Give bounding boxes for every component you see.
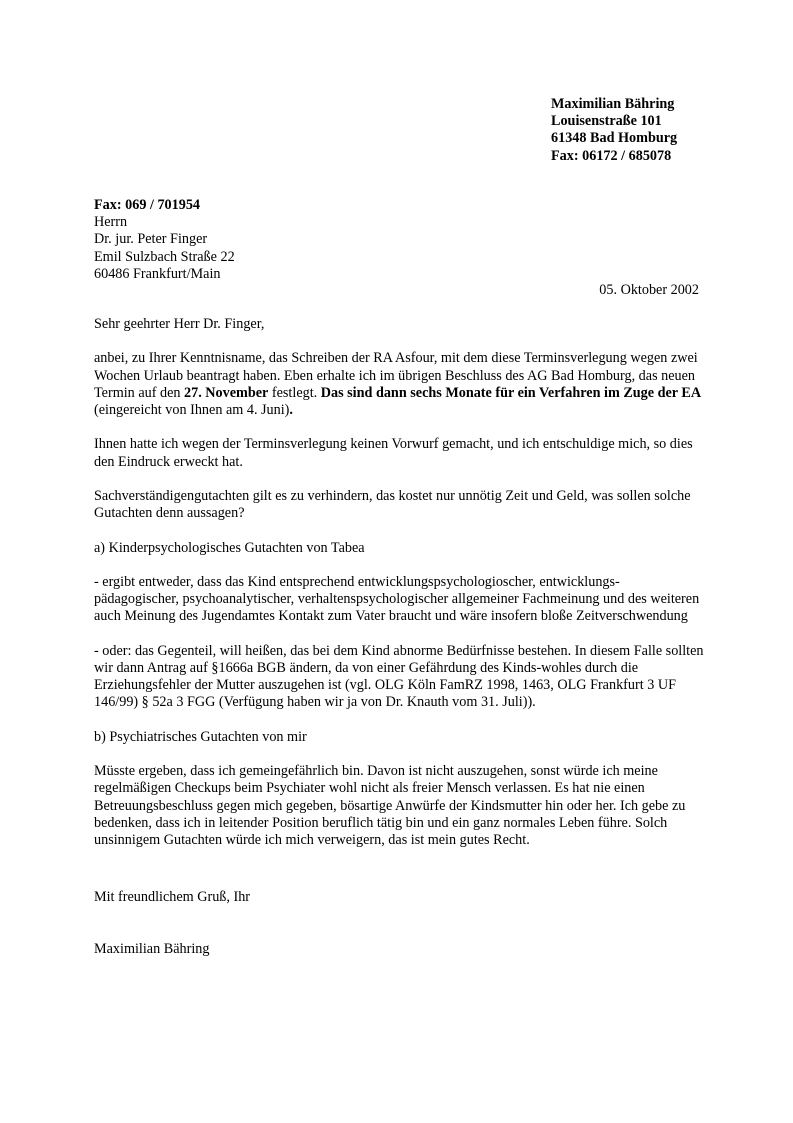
paragraph-enclosure-period: . bbox=[289, 402, 293, 418]
paragraph-enclosure bbox=[94, 350, 704, 419]
heading-child-psychology: a) Kinderpsychologisches Gutachten von Tabea bbox=[94, 539, 365, 556]
letter-date: 05. Oktober 2002 bbox=[599, 282, 699, 298]
sender-city: 61348 Bad Homburg bbox=[551, 130, 678, 147]
sender-address-block bbox=[551, 96, 677, 165]
recipient-salutation-line: Herrn bbox=[94, 214, 128, 231]
duration-emphasis: Das sind dann sechs Monate für ein Verfahren im Zuge der EA bbox=[320, 384, 702, 401]
paragraph-option-either: - ergibt entweder, dass das Kind entsprechend entwicklungspsychologioscher, entwicklungs-pädagogischer, psychoanalytischer, verhaltenspsychologischer allgemeiner Fachmeinung und des weiteren auch Meinung des Jugendamtes Kontakt zum Vater braucht und wäre insofern bloße Zeitverschwendung bbox=[94, 573, 700, 625]
sender-street: Louisenstraße 101 bbox=[551, 113, 662, 130]
greeting: Sehr geehrter Herr Dr. Finger, bbox=[94, 316, 265, 332]
signature-name: Maximilian Bähring bbox=[94, 941, 210, 957]
recipient-street: Emil Sulzbach Straße 22 bbox=[94, 248, 235, 265]
paragraph-option-or: - oder: das Gegenteil, will heißen, das bei dem Kind abnorme Bedürfnisse bestehen. In diesem Falle sollten wir dann Antrag auf §1666a BGB ändern, da von einer Gefährdung des Kinds-wohles durch die Erziehungsfehler der Mutter auszugehen ist (vgl. OLG Köln FamRZ 1998, 1463, OLG Frankfurt 3 UF 146/99) § 52a 3 FGG (Verfügung haben wir ja von Dr. Knauth vom 31. Juli)). bbox=[94, 642, 704, 711]
hearing-date-emphasis: 27. November bbox=[184, 384, 269, 401]
letter-body bbox=[94, 316, 704, 866]
sender-name: Maximilian Bähring bbox=[551, 96, 675, 112]
paragraph-enclosure-text-2: festlegt. bbox=[268, 384, 321, 401]
paragraph-enclosure-text-3: (eingereicht von Ihnen am 4. Juni) bbox=[94, 402, 290, 418]
recipient-fax: Fax: 069 / 701954 bbox=[94, 197, 201, 213]
closing-line: Mit freundlichem Gruß, Ihr bbox=[94, 889, 251, 905]
paragraph-expert-opinions: Sachverständigengutachten gilt es zu verhindern, das kostet nur unnötig Zeit und Geld, was sollen solche Gutachten denn aussagen? bbox=[94, 487, 691, 522]
recipient-address-block bbox=[94, 197, 235, 283]
paragraph-enclosure-text-1: anbei, zu Ihrer Kenntnisname, das Schreiben der RA Asfour, mit dem diese Terminsverlegung wegen zwei Wochen Urlaub beantragt haben. Eben erhalte ich im übrigen Beschluss des AG Bad Homburg, das neuen Termin auf den bbox=[94, 350, 698, 401]
heading-psychiatric: b) Psychiatrisches Gutachten von mir bbox=[94, 728, 307, 745]
recipient-name: Dr. jur. Peter Finger bbox=[94, 231, 208, 248]
paragraph-apology: Ihnen hatte ich wegen der Terminsverlegung keinen Vorwurf gemacht, und ich entschuldige mich, so dies den Eindruck erweckt hat. bbox=[94, 436, 693, 470]
paragraph-psychiatric: Müsste ergeben, dass ich gemeingefährlich bin. Davon ist nicht auszugehen, sonst würde ich meine regelmäßigen Checkups beim Psychiater wohl nicht als freier Mensch verlassen. Es hat nie einen Betreuungsbeschluss gegen mich gegeben, bösartige Anwürfe der Kindsmutter hin oder her. Ich gebe zu bedenken, dass ich in leitender Position beruflich tätig bin und ein ganz normales Leben führe. Solch unsinnigem Gutachten würde ich mich verweigern, das ist mein gutes Recht. bbox=[94, 763, 686, 848]
recipient-city: 60486 Frankfurt/Main bbox=[94, 265, 221, 282]
sender-fax: Fax: 06172 / 685078 bbox=[551, 147, 672, 164]
